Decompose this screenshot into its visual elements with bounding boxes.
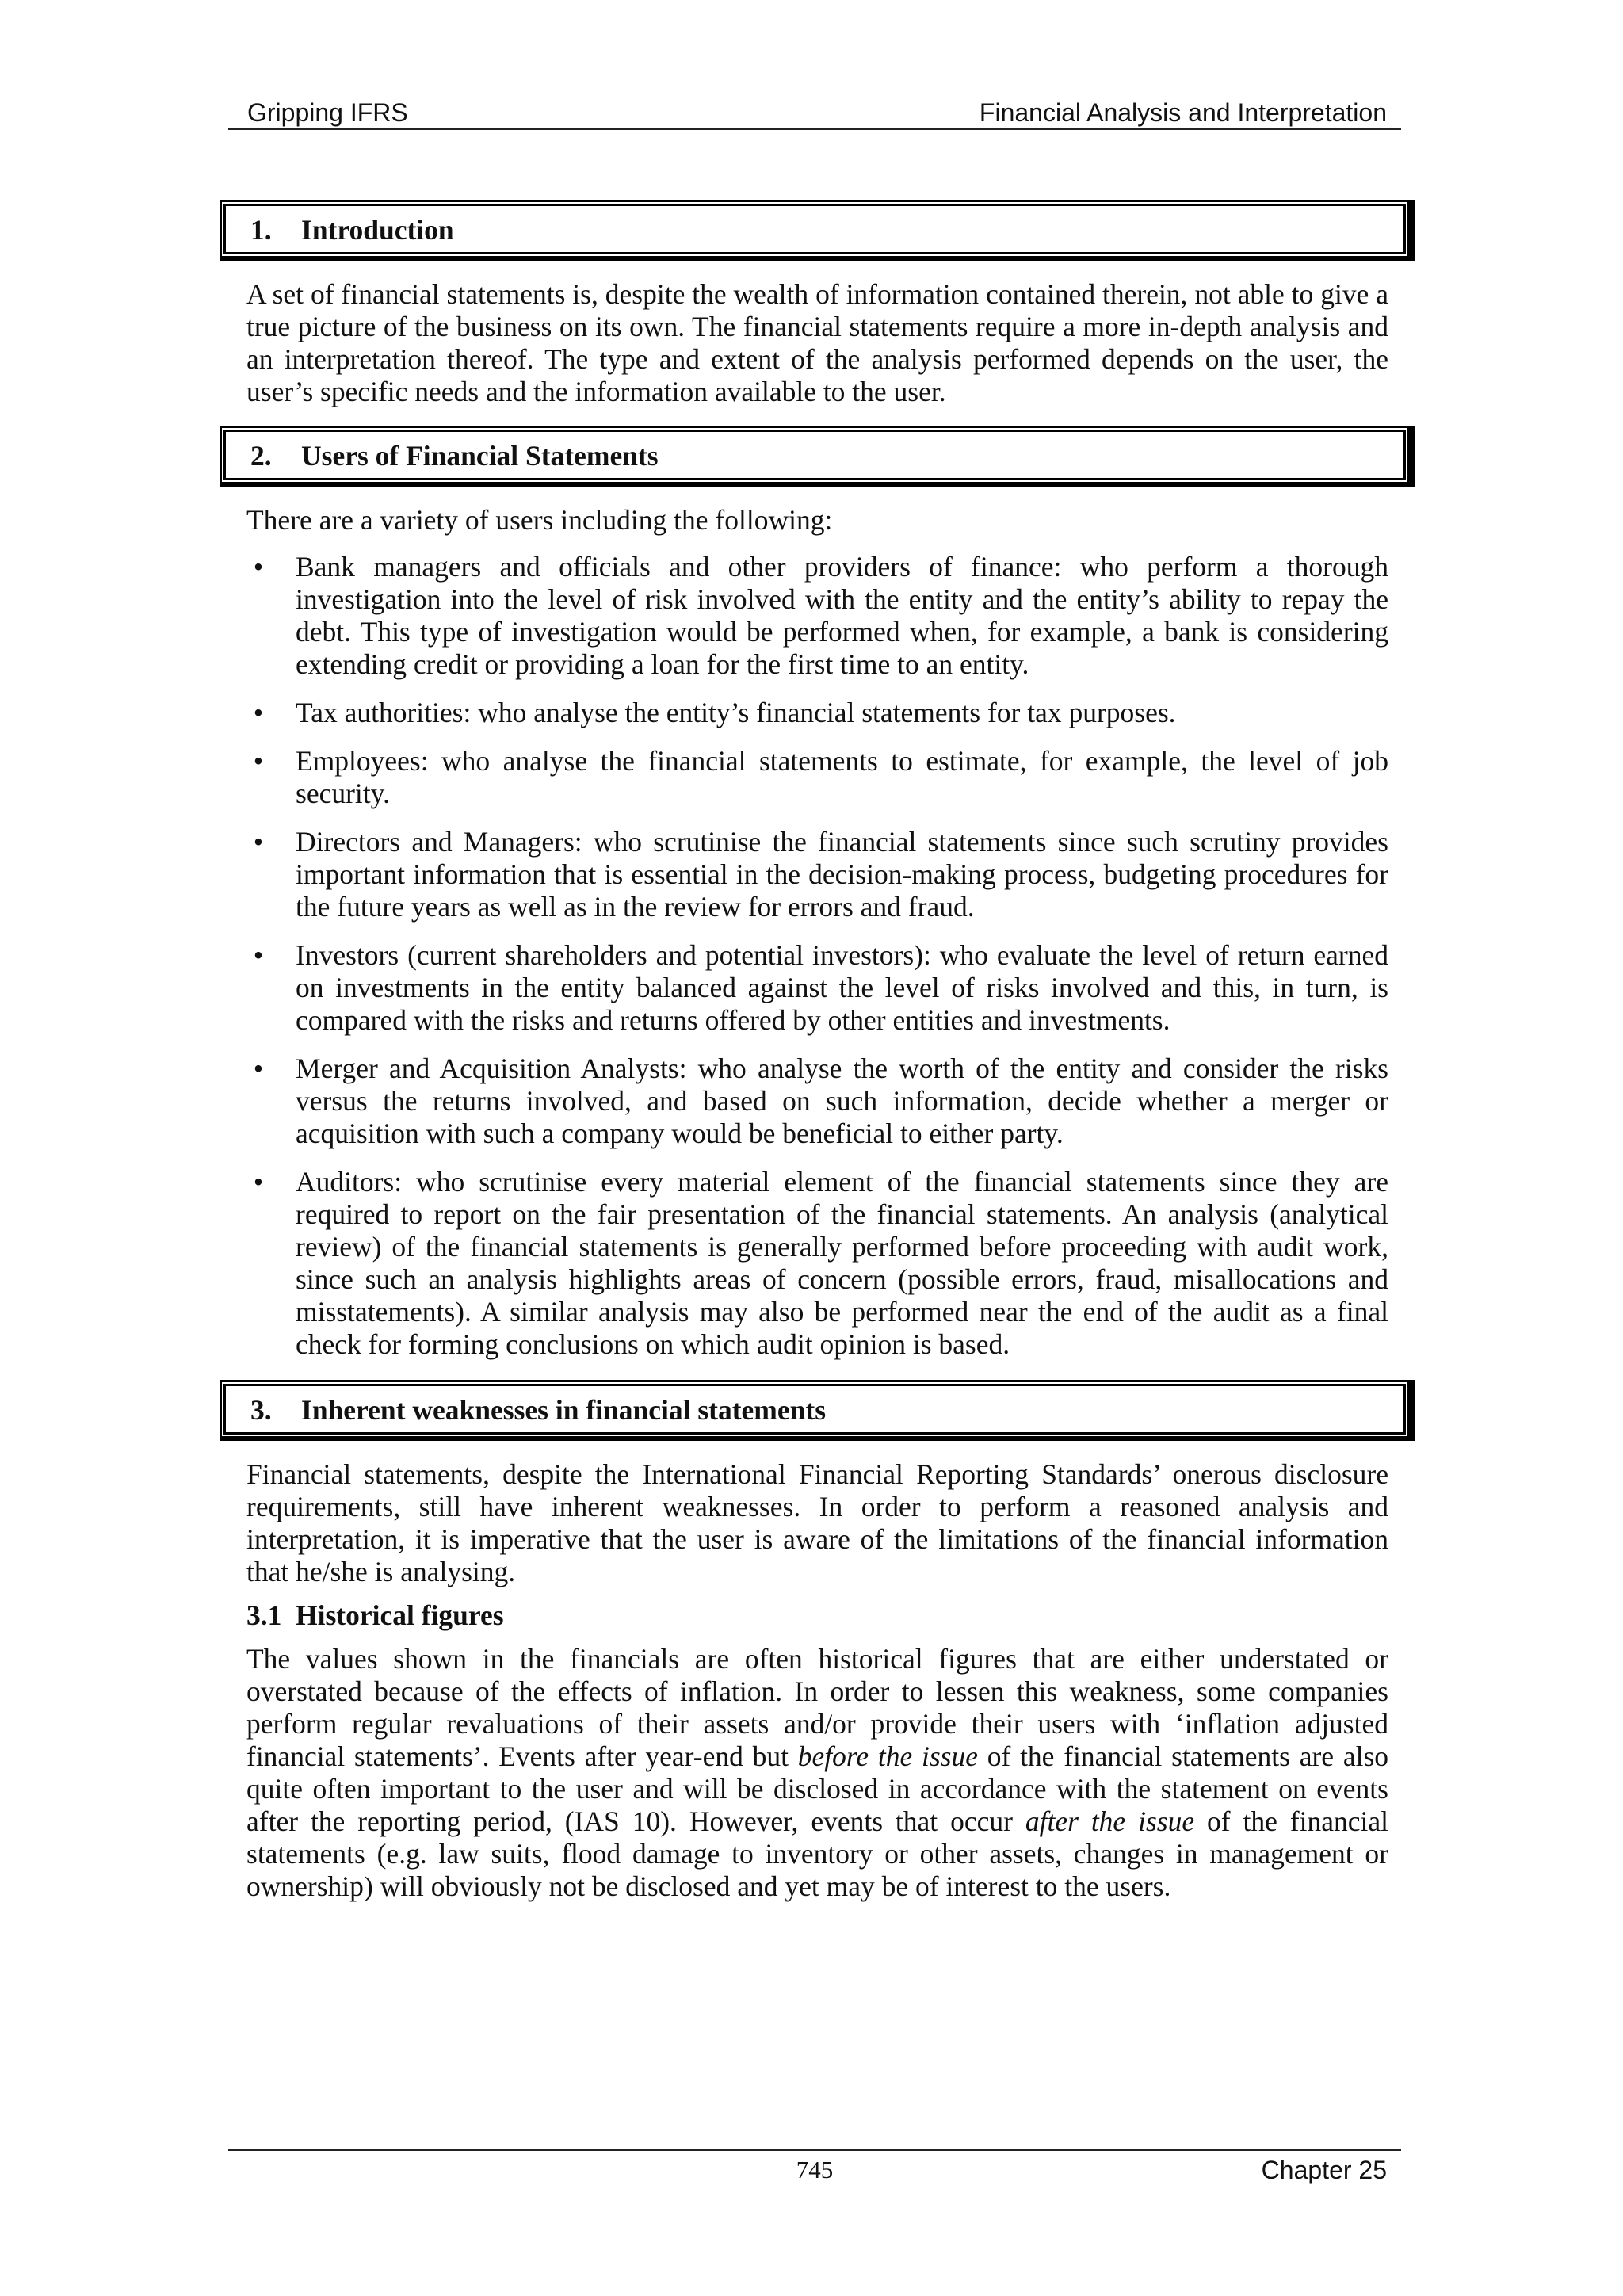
text-run: The values shown in the financials are often historical figures that are either understated or overstated because of the effects of inflation. In order to lessen this weakness, some companies perform regular revaluations of their assets and/or provide their users with ‘inflation adjusted financial statements’. Events after year-end but (246, 1643, 1388, 1772)
bullet-icon: • (253, 1166, 264, 1198)
text-run: of the financial statements (e.g. law suits, flood damage to inventory or other assets, changes in management or ownership) will obviously not be disclosed and yet may be of interest to the users. (246, 1805, 1388, 1902)
list-item (246, 826, 1388, 923)
header-book-title: Gripping IFRS (247, 98, 408, 127)
emphasis-text: before the issue (797, 1740, 978, 1772)
bullet-icon: • (253, 939, 264, 971)
bullet-icon: • (253, 1052, 264, 1084)
page-header (228, 97, 1401, 130)
page-footer (228, 2149, 1401, 2191)
users-list (246, 551, 1388, 1361)
section-title: Introduction (301, 214, 454, 246)
weaknesses-paragraph: Financial statements, despite the International Financial Reporting Standards’ onerous disclosure requirements, still have inherent weaknesses. In order to perform a reasoned analysis and interpretation, it is imperative that the user is aware of the limitations of the financial information that he/she is analysing. (246, 1458, 1388, 1587)
section-number: 1. (250, 214, 272, 246)
list-item (246, 697, 1388, 729)
list-item (246, 1166, 1388, 1361)
list-item-text: Tax authorities: who analyse the entity’s financial statements for tax purposes. (296, 697, 1176, 728)
subsection-heading-historical-figures (246, 1599, 1388, 1632)
section-heading-introduction (220, 200, 1415, 261)
list-item-text: Directors and Managers: who scrutinise the financial statements since such scrutiny provides important information that is essential in the decision-making process, budgeting procedures for the future years as well as in the review for errors and fraud. (296, 826, 1388, 923)
section-number: 2. (250, 440, 272, 472)
page-number: 745 (796, 2156, 834, 2183)
page-content (246, 200, 1388, 1920)
users-lead-paragraph: There are a variety of users including the following: (246, 504, 833, 536)
subsection-number: 3.1 (246, 1599, 282, 1631)
footer-chapter: Chapter 25 (1261, 2156, 1387, 2184)
section-title: Users of Financial Statements (301, 440, 659, 472)
historical-figures-paragraph (246, 1643, 1388, 1903)
bullet-icon: • (253, 551, 264, 583)
list-item-text: Investors (current shareholders and potential investors): who evaluate the level of return earned on investments in the entity balanced against the level of risks involved and this, in turn, is compared with the risks and returns offered by other entities and investments. (296, 939, 1388, 1036)
intro-paragraph: A set of financial statements is, despite the wealth of information contained therein, not able to give a true picture of the business on its own. The financial statements require a more in-depth analysis and an interpretation thereof. The type and extent of the analysis performed depends on the user, the user’s specific needs and the information available to the user. (246, 278, 1388, 407)
section-title: Inherent weaknesses in financial statements (301, 1394, 827, 1426)
list-item (246, 551, 1388, 681)
emphasis-text: after the issue (1025, 1805, 1195, 1837)
list-item (246, 745, 1388, 810)
header-chapter-title: Financial Analysis and Interpretation (979, 98, 1387, 127)
list-item-text: Bank managers and officials and other providers of finance: who perform a thorough investigation into the level of risk involved with the entity and the entity’s ability to repay the debt. This type of investigation would be performed when, for example, a bank is considering extending credit or providing a loan for the first time to an entity. (296, 551, 1388, 680)
section-number: 3. (250, 1394, 272, 1426)
list-item (246, 1052, 1388, 1150)
section-heading-users (220, 426, 1415, 487)
list-item (246, 939, 1388, 1037)
text-run: of the financial statements are also quite often important to the user and will be disclosed in accordance with the statement on events after the reporting period, (IAS 10). However, events that occur (246, 1740, 1389, 1837)
list-item-text: Merger and Acquisition Analysts: who analyse the worth of the entity and consider the risks versus the returns involved, and based on such information, decide whether a merger or acquisition with such a company would be beneficial to either party. (296, 1052, 1388, 1149)
list-item-text: Employees: who analyse the financial statements to estimate, for example, the level of job security. (296, 745, 1388, 809)
subsection-title: Historical figures (296, 1599, 504, 1631)
list-item-text: Auditors: who scrutinise every material element of the financial statements since they are required to report on the fair presentation of the financial statements. An analysis (analytical review) of the financial statements is generally performed before proceeding with audit work, since such an analysis highlights areas of concern (possible errors, fraud, misallocations and misstatements). A similar analysis may also be performed near the end of the audit as a final check for forming conclusions on which audit opinion is based. (296, 1166, 1388, 1360)
bullet-icon: • (253, 745, 264, 777)
section-heading-weaknesses (220, 1380, 1415, 1441)
bullet-icon: • (253, 697, 264, 728)
bullet-icon: • (253, 826, 264, 858)
